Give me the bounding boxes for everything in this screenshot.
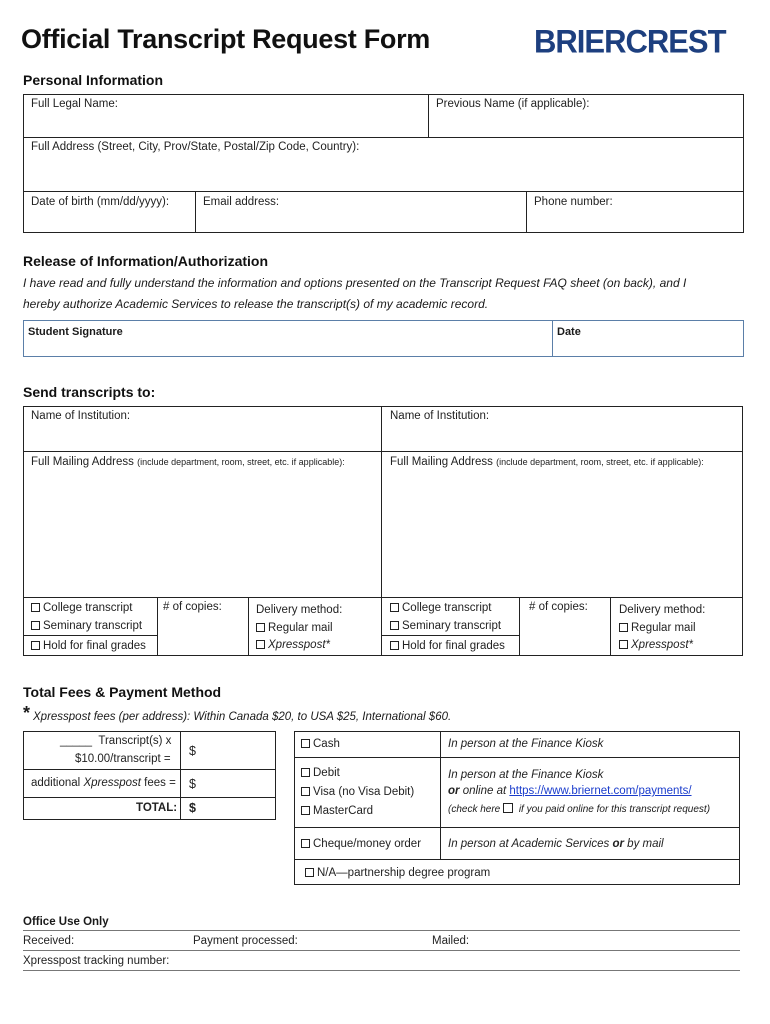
release-text-line1: I have read and fully understand the information and options presented on the Transcript Request FAQ sheet (on back), and I — [23, 276, 687, 290]
label: Cheque/money order — [313, 838, 422, 850]
institution-name-field-2[interactable]: Name of Institution: — [390, 410, 490, 422]
label: Regular mail — [631, 622, 696, 634]
checkbox-icon — [301, 806, 310, 815]
mailing-address-label: Full Mailing Address — [390, 456, 493, 468]
xpresspost-amount-field[interactable]: $ — [189, 777, 196, 791]
checkbox-icon — [256, 640, 265, 649]
row-divider — [294, 757, 740, 758]
date-field[interactable]: Date — [557, 326, 581, 338]
label: Cash — [313, 738, 340, 750]
mailing-address-field-2[interactable] — [390, 456, 704, 468]
checkbox-icon — [619, 640, 628, 649]
mailed-field[interactable]: Mailed: — [432, 935, 470, 947]
seminary-transcript-checkbox-1[interactable] — [31, 620, 142, 632]
or-text: or — [612, 838, 624, 850]
col-divider — [248, 597, 249, 656]
mailing-address-note: (include department, room, street, etc. if applicable): — [137, 457, 345, 467]
student-signature-field[interactable]: Student Signature — [28, 326, 123, 338]
checkbox-icon — [390, 603, 399, 612]
checkbox-icon — [619, 623, 628, 632]
copies-field-1[interactable]: # of copies: — [163, 601, 222, 613]
previous-name-field[interactable]: Previous Name (if applicable): — [436, 98, 590, 110]
blank: _____ — [60, 735, 92, 747]
checkbox-icon — [305, 868, 314, 877]
col-divider — [526, 191, 527, 233]
col-divider — [610, 597, 611, 656]
col-divider — [519, 597, 520, 656]
delivery-method-label-1: Delivery method: — [256, 604, 343, 616]
label: Seminary transcript — [43, 620, 143, 632]
label: Xpresspost* — [268, 639, 331, 651]
label: Regular mail — [268, 622, 333, 634]
checkbox-icon — [256, 623, 265, 632]
label: additional — [31, 777, 84, 789]
regular-mail-checkbox-2[interactable] — [619, 622, 696, 634]
page-title: Official Transcript Request Form — [21, 24, 430, 54]
cheque-where — [448, 838, 664, 850]
transcript-amount-field[interactable]: $ — [189, 744, 196, 758]
rule — [23, 950, 740, 951]
fees-heading: Total Fees & Payment Method — [23, 684, 222, 700]
label: N/A—partnership degree program — [317, 867, 491, 879]
total-label: TOTAL: — [136, 802, 178, 814]
label: In person at Academic Services — [448, 838, 613, 850]
label: Transcript(s) x — [98, 735, 172, 747]
debit-checkbox[interactable] — [301, 767, 340, 779]
row-divider — [294, 859, 740, 860]
row-divider — [23, 137, 744, 138]
dob-field[interactable]: Date of birth (mm/dd/yyyy): — [31, 196, 170, 208]
cash-checkbox[interactable] — [301, 738, 340, 750]
cash-where: In person at the Finance Kiosk — [448, 738, 604, 750]
hold-final-checkbox-1[interactable] — [31, 640, 146, 652]
email-field[interactable]: Email address: — [203, 196, 280, 208]
card-online — [448, 785, 692, 797]
label: Seminary transcript — [402, 620, 502, 632]
checkbox-icon — [31, 621, 40, 630]
label: Visa (no Visa Debit) — [313, 786, 415, 798]
or-text: or — [448, 785, 460, 797]
col-divider — [180, 731, 181, 820]
payments-link[interactable]: https://www.briernet.com/payments/ — [509, 785, 692, 797]
checkbox-icon — [31, 603, 40, 612]
label: MasterCard — [313, 805, 374, 817]
label: College transcript — [402, 602, 492, 614]
label: Hold for final grades — [402, 640, 505, 652]
full-address-field[interactable]: Full Address (Street, City, Prov/State, Postal/Zip Code, Country): — [31, 141, 360, 153]
na-partnership-checkbox[interactable] — [305, 867, 490, 879]
office-use-heading: Office Use Only — [23, 916, 109, 928]
row-divider — [294, 827, 740, 828]
label: (check here — [448, 804, 501, 815]
release-text-line2: hereby authorize Academic Services to release the transcript(s) of my academic record. — [23, 297, 489, 311]
row-divider — [381, 635, 519, 636]
checkbox-icon — [301, 739, 310, 748]
row-divider — [23, 635, 157, 636]
label: by mail — [623, 838, 664, 850]
row-divider — [23, 191, 744, 192]
tracking-number-field[interactable]: Xpresspost tracking number: — [23, 955, 170, 967]
send-table — [23, 406, 743, 656]
row-divider — [23, 797, 276, 798]
asterisk: * — [23, 703, 31, 723]
visa-checkbox[interactable] — [301, 786, 414, 798]
rule — [23, 970, 740, 971]
col-divider — [428, 94, 429, 137]
personal-info-table — [23, 94, 744, 233]
checkbox-icon — [301, 839, 310, 848]
personal-info-heading: Personal Information — [23, 72, 164, 88]
transcript-rate-label: $10.00/transcript = — [75, 753, 171, 765]
checkbox-icon — [390, 621, 399, 630]
briercrest-logo: BRIERCREST — [534, 23, 726, 60]
full-legal-name-field[interactable]: Full Legal Name: — [31, 98, 118, 110]
xpresspost-fees-label — [31, 777, 176, 789]
label: if you paid online for this transcript request) — [518, 804, 711, 815]
delivery-method-label-2: Delivery method: — [619, 604, 706, 616]
copies-field-2[interactable]: # of copies: — [529, 601, 588, 613]
mailing-address-field-1[interactable] — [31, 456, 345, 468]
xpresspost-checkbox-2[interactable] — [619, 639, 693, 651]
label-italic: Xpresspost — [83, 777, 141, 789]
rule — [23, 930, 740, 931]
paid-online-checkbox[interactable] — [448, 803, 710, 815]
row-divider — [23, 769, 276, 770]
mastercard-checkbox[interactable] — [301, 805, 373, 817]
checkbox-icon — [503, 803, 513, 813]
label: fees = — [140, 777, 176, 789]
row-divider — [23, 597, 743, 598]
received-field[interactable]: Received: — [23, 935, 75, 947]
label: Debit — [313, 767, 340, 779]
hold-final-checkbox-2[interactable] — [390, 640, 505, 652]
xpresspost-checkbox-1[interactable] — [256, 639, 330, 651]
label: Hold for final grades — [43, 640, 146, 652]
col-divider — [381, 406, 382, 656]
row-divider — [23, 451, 743, 452]
checkbox-icon — [301, 787, 310, 796]
col-divider — [195, 191, 196, 233]
college-transcript-checkbox-2[interactable] — [390, 602, 491, 614]
mailing-address-note: (include department, room, street, etc. if applicable): — [496, 457, 704, 467]
release-heading: Release of Information/Authorization — [23, 253, 269, 269]
mailing-address-label: Full Mailing Address — [31, 456, 134, 468]
col-divider — [552, 320, 553, 357]
transcripts-count-field[interactable] — [60, 735, 171, 747]
total-amount-field[interactable]: $ — [189, 801, 196, 815]
seminary-transcript-checkbox-2[interactable] — [390, 620, 501, 632]
phone-field[interactable]: Phone number: — [534, 196, 613, 208]
college-transcript-checkbox-1[interactable] — [31, 602, 132, 614]
label: online at — [459, 785, 510, 797]
signature-table — [23, 320, 744, 357]
col-divider — [440, 731, 441, 859]
checkbox-icon — [301, 768, 310, 777]
cheque-checkbox[interactable] — [301, 838, 421, 850]
institution-name-field-1[interactable]: Name of Institution: — [31, 410, 131, 422]
label: Xpresspost* — [631, 639, 694, 651]
card-where: In person at the Finance Kiosk — [448, 769, 604, 781]
checkbox-icon — [31, 641, 40, 650]
send-heading: Send transcripts to: — [23, 384, 156, 400]
regular-mail-checkbox-1[interactable] — [256, 622, 333, 634]
label: College transcript — [43, 602, 133, 614]
checkbox-icon — [390, 641, 399, 650]
xpresspost-fee-note: Xpresspost fees (per address): Within Canada $20, to USA $25, International $60. — [33, 711, 452, 723]
col-divider — [157, 597, 158, 656]
payment-processed-field[interactable]: Payment processed: — [193, 935, 298, 947]
